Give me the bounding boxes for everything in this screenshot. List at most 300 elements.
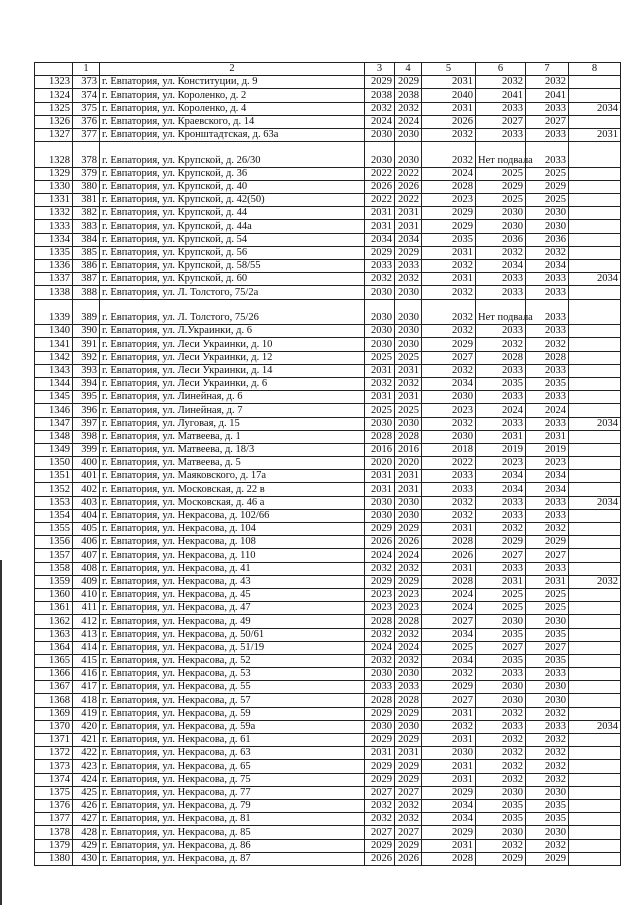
item-number-cell: 429 [73,839,100,852]
col4-cell: 2023 [395,602,422,615]
item-number-cell: 399 [73,443,100,456]
item-number-cell: 425 [73,786,100,799]
table-row [35,786,621,799]
row-number-cell: 1372 [35,747,73,760]
row-number-cell: 1369 [35,707,73,720]
col3-cell: 2031 [365,220,395,233]
table-row [35,299,621,325]
col4-cell: 2033 [395,681,422,694]
col7-cell: 2032 [526,707,569,720]
col7-cell: 2032 [526,773,569,786]
col7-cell: 2032 [526,760,569,773]
col8-cell [569,654,621,667]
col4-cell: 2024 [395,115,422,128]
col5-cell: 2024 [422,602,476,615]
address-cell: г. Евпатория, ул. Л. Толстого, 75/2а [100,286,365,299]
col4-cell: 2030 [395,286,422,299]
col4-cell: 2025 [395,404,422,417]
address-cell: г. Евпатория, ул. Некрасова, д. 63 [100,747,365,760]
row-number-cell: 1357 [35,549,73,562]
row-number-cell: 1370 [35,720,73,733]
col7-cell: 2029 [526,852,569,865]
col3-cell: 2030 [365,668,395,681]
col5-cell: 2031 [422,523,476,536]
header-cell: 5 [422,63,476,76]
col6-cell: 2035 [476,628,526,641]
table-row [35,76,621,89]
address-cell: г. Евпатория, ул. Л. Толстого, 75/26 [100,299,365,325]
col8-cell [569,115,621,128]
col7-cell: 2036 [526,233,569,246]
item-number-cell: 389 [73,299,100,325]
item-number-cell: 419 [73,707,100,720]
table-row [35,549,621,562]
header-cell: 8 [569,63,621,76]
address-cell: г. Евпатория, ул. Л.Украинки, д. 6 [100,325,365,338]
col8-cell [569,799,621,812]
col5-cell: 2025 [422,641,476,654]
col3-cell: 2030 [365,299,395,325]
col5-cell: 2031 [422,707,476,720]
col6-cell: 2030 [476,615,526,628]
col5-cell: 2031 [422,246,476,259]
col6-cell: 2030 [476,681,526,694]
col6-cell: 2032 [476,839,526,852]
item-number-cell: 424 [73,773,100,786]
col4-cell: 2030 [395,142,422,168]
col8-cell [569,233,621,246]
col4-cell: 2032 [395,273,422,286]
col7-cell: 2033 [526,142,569,168]
col3-cell: 2030 [365,496,395,509]
col6-cell: 2033 [476,128,526,141]
col4-cell: 2029 [395,523,422,536]
col3-cell: 2026 [365,852,395,865]
col6-cell: 2030 [476,826,526,839]
col8-cell [569,430,621,443]
row-number-cell: 1326 [35,115,73,128]
address-cell: г. Евпатория, ул. Маяковского, д. 17а [100,470,365,483]
col5-cell: 2031 [422,760,476,773]
col4-cell: 2029 [395,246,422,259]
col8-cell [569,325,621,338]
col6-cell: 2041 [476,89,526,102]
table-row [35,575,621,588]
table-row [35,351,621,364]
col5-cell: 2032 [422,720,476,733]
col4-cell: 2030 [395,496,422,509]
col5-cell: 2024 [422,588,476,601]
col8-cell [569,299,621,325]
col5-cell: 2035 [422,233,476,246]
col8-cell [569,89,621,102]
col3-cell: 2029 [365,575,395,588]
col5-cell: 2028 [422,852,476,865]
col8-cell [569,457,621,470]
table-row [35,180,621,193]
col3-cell: 2027 [365,786,395,799]
col8-cell [569,813,621,826]
item-number-cell: 423 [73,760,100,773]
col4-cell: 2031 [395,220,422,233]
col4-cell: 2030 [395,509,422,522]
col7-cell: 2035 [526,628,569,641]
col3-cell: 2023 [365,602,395,615]
col7-cell: 2034 [526,483,569,496]
row-number-cell: 1360 [35,588,73,601]
row-number-cell: 1373 [35,760,73,773]
col8-cell [569,628,621,641]
table-row [35,694,621,707]
table-row [35,641,621,654]
row-number-cell: 1354 [35,509,73,522]
col3-cell: 2029 [365,707,395,720]
col6-cell: 2035 [476,799,526,812]
col3-cell: 2032 [365,377,395,390]
table-row [35,246,621,259]
col7-cell: 2033 [526,325,569,338]
item-number-cell: 378 [73,142,100,168]
address-cell: г. Евпатория, ул. Некрасова, д. 102/66 [100,509,365,522]
col6-cell: 2032 [476,338,526,351]
table-row [35,523,621,536]
item-number-cell: 418 [73,694,100,707]
col8-cell [569,641,621,654]
col7-cell: 2033 [526,273,569,286]
col5-cell: 2029 [422,207,476,220]
item-number-cell: 415 [73,654,100,667]
col5-cell: 2022 [422,457,476,470]
col3-cell: 2038 [365,89,395,102]
item-number-cell: 376 [73,115,100,128]
item-number-cell: 385 [73,246,100,259]
col4-cell: 2022 [395,194,422,207]
col6-cell: 2031 [476,575,526,588]
col6-cell: 2033 [476,720,526,733]
address-cell: г. Евпатория, ул. Матвеева, д. 1 [100,430,365,443]
col3-cell: 2030 [365,325,395,338]
table-row [35,681,621,694]
table-row [35,628,621,641]
col8-cell [569,747,621,760]
col4-cell: 2029 [395,575,422,588]
row-number-cell: 1352 [35,483,73,496]
address-cell: г. Евпатория, ул. Короленко, д. 4 [100,102,365,115]
table-row [35,536,621,549]
col3-cell: 2029 [365,76,395,89]
col3-cell: 2030 [365,286,395,299]
item-number-cell: 394 [73,377,100,390]
col3-cell: 2031 [365,470,395,483]
col4-cell: 2031 [395,207,422,220]
col7-cell: 2033 [526,128,569,141]
col4-cell: 2020 [395,457,422,470]
col4-cell: 2022 [395,167,422,180]
table-row [35,760,621,773]
col7-cell: 2032 [526,338,569,351]
item-number-cell: 430 [73,852,100,865]
col5-cell: 2032 [422,142,476,168]
col8-cell: 2034 [569,720,621,733]
col3-cell: 2032 [365,102,395,115]
col6-cell: 2033 [476,286,526,299]
col7-cell: 2035 [526,799,569,812]
item-number-cell: 407 [73,549,100,562]
row-number-cell: 1346 [35,404,73,417]
row-number-cell: 1353 [35,496,73,509]
col5-cell: 2029 [422,220,476,233]
row-number-cell: 1363 [35,628,73,641]
col4-cell: 2029 [395,76,422,89]
item-number-cell: 391 [73,338,100,351]
col5-cell: 2031 [422,102,476,115]
col7-cell: 2033 [526,720,569,733]
col6-cell: 2033 [476,391,526,404]
table-row [35,404,621,417]
col8-cell [569,338,621,351]
address-cell: г. Евпатория, ул. Некрасова, д. 59 [100,707,365,720]
col5-cell: 2032 [422,509,476,522]
table-row [35,207,621,220]
col6-cell: 2036 [476,233,526,246]
col5-cell: 2033 [422,470,476,483]
col3-cell: 2032 [365,654,395,667]
col5-cell: 2034 [422,799,476,812]
col6-cell: 2027 [476,115,526,128]
col6-cell: 2019 [476,443,526,456]
address-cell: г. Евпатория, ул. Некрасова, д. 59а [100,720,365,733]
table-row [35,194,621,207]
item-number-cell: 374 [73,89,100,102]
item-number-cell: 422 [73,747,100,760]
address-cell: г. Евпатория, ул. Краевского, д. 14 [100,115,365,128]
col8-cell [569,734,621,747]
col7-cell: 2034 [526,260,569,273]
col5-cell: 2033 [422,483,476,496]
col6-cell: 2033 [476,668,526,681]
table-row [35,813,621,826]
table-row [35,668,621,681]
col7-cell: 2029 [526,180,569,193]
item-number-cell: 402 [73,483,100,496]
col7-cell: 2033 [526,417,569,430]
col3-cell: 2031 [365,207,395,220]
col7-cell: 2033 [526,364,569,377]
item-number-cell: 426 [73,799,100,812]
col4-cell: 2029 [395,760,422,773]
item-number-cell: 388 [73,286,100,299]
col6-cell: Нет подвала [476,142,526,168]
item-number-cell: 421 [73,734,100,747]
row-number-cell: 1379 [35,839,73,852]
col3-cell: 2033 [365,681,395,694]
document-table [34,62,621,866]
address-cell: г. Евпатория, ул. Луговая, д. 15 [100,417,365,430]
col5-cell: 2032 [422,496,476,509]
col6-cell: 2024 [476,404,526,417]
col6-cell: 2033 [476,509,526,522]
col4-cell: 2028 [395,615,422,628]
col3-cell: 2032 [365,628,395,641]
item-number-cell: 414 [73,641,100,654]
row-number-cell: 1351 [35,470,73,483]
col8-cell [569,681,621,694]
col8-cell [569,786,621,799]
col7-cell: 2032 [526,839,569,852]
table-row [35,470,621,483]
col5-cell: 2031 [422,76,476,89]
col3-cell: 2023 [365,588,395,601]
col8-cell [569,707,621,720]
col3-cell: 2020 [365,457,395,470]
row-number-cell: 1349 [35,443,73,456]
row-number-cell: 1366 [35,668,73,681]
col4-cell: 2038 [395,89,422,102]
col3-cell: 2031 [365,391,395,404]
row-number-cell: 1329 [35,167,73,180]
table-row [35,233,621,246]
table-row [35,260,621,273]
table-row [35,377,621,390]
col7-cell: 2032 [526,734,569,747]
col7-cell: 2025 [526,602,569,615]
col3-cell: 2030 [365,338,395,351]
col6-cell: 2033 [476,496,526,509]
table-row [35,128,621,141]
col7-cell: 2033 [526,668,569,681]
item-number-cell: 383 [73,220,100,233]
address-cell: г. Евпатория, ул. Леси Украинки, д. 14 [100,364,365,377]
col8-cell [569,839,621,852]
col7-cell: 2033 [526,496,569,509]
table-row [35,430,621,443]
table-row [35,509,621,522]
col8-cell [569,142,621,168]
col7-cell: 2025 [526,194,569,207]
col7-cell: 2032 [526,76,569,89]
col8-cell [569,602,621,615]
col7-cell: 2025 [526,588,569,601]
col6-cell: 2029 [476,852,526,865]
col6-cell: 2032 [476,747,526,760]
item-number-cell: 390 [73,325,100,338]
col5-cell: 2034 [422,377,476,390]
col8-cell [569,562,621,575]
col8-cell [569,286,621,299]
row-number-cell: 1345 [35,391,73,404]
col6-cell: 2032 [476,734,526,747]
col6-cell: 2029 [476,536,526,549]
col4-cell: 2033 [395,260,422,273]
col4-cell: 2030 [395,299,422,325]
col3-cell: 2031 [365,364,395,377]
col6-cell: 2033 [476,102,526,115]
address-cell: г. Евпатория, ул. Некрасова, д. 86 [100,839,365,852]
row-number-cell: 1350 [35,457,73,470]
col7-cell: 2024 [526,404,569,417]
col6-cell: 2035 [476,377,526,390]
item-number-cell: 398 [73,430,100,443]
col7-cell: 2033 [526,562,569,575]
col8-cell [569,483,621,496]
col6-cell: 2030 [476,207,526,220]
address-cell: г. Евпатория, ул. Некрасова, д. 75 [100,773,365,786]
col6-cell: 2025 [476,602,526,615]
col4-cell: 2030 [395,417,422,430]
col4-cell: 2032 [395,102,422,115]
address-cell: г. Евпатория, ул. Леси Украинки, д. 6 [100,377,365,390]
header-row [35,63,621,76]
col4-cell: 2026 [395,852,422,865]
item-number-cell: 379 [73,167,100,180]
row-number-cell: 1362 [35,615,73,628]
col7-cell: 2032 [526,523,569,536]
table-row [35,102,621,115]
col8-cell [569,443,621,456]
col6-cell: 2032 [476,773,526,786]
col3-cell: 2030 [365,720,395,733]
col4-cell: 2028 [395,430,422,443]
col7-cell: 2030 [526,220,569,233]
col7-cell: 2030 [526,681,569,694]
col5-cell: 2030 [422,747,476,760]
col5-cell: 2032 [422,286,476,299]
table-row [35,273,621,286]
item-number-cell: 428 [73,826,100,839]
item-number-cell: 400 [73,457,100,470]
item-number-cell: 408 [73,562,100,575]
header-cell [35,63,73,76]
header-cell: 4 [395,63,422,76]
col8-cell [569,404,621,417]
col8-cell [569,760,621,773]
row-number-cell: 1380 [35,852,73,865]
col6-cell: 2032 [476,523,526,536]
item-number-cell: 410 [73,588,100,601]
col3-cell: 2022 [365,194,395,207]
col6-cell: 2032 [476,76,526,89]
item-number-cell: 373 [73,76,100,89]
col6-cell: 2023 [476,457,526,470]
address-cell: г. Евпатория, ул. Кронштадтская, д. 63а [100,128,365,141]
col4-cell: 2029 [395,839,422,852]
col5-cell: 2032 [422,325,476,338]
item-number-cell: 384 [73,233,100,246]
col5-cell: 2027 [422,694,476,707]
address-cell: г. Евпатория, ул. Крупской, д. 40 [100,180,365,193]
item-number-cell: 393 [73,364,100,377]
col4-cell: 2030 [395,325,422,338]
row-number-cell: 1335 [35,246,73,259]
row-number-cell: 1338 [35,286,73,299]
col6-cell: 2025 [476,167,526,180]
col7-cell: 2031 [526,575,569,588]
col7-cell: 2034 [526,470,569,483]
col3-cell: 2033 [365,260,395,273]
col4-cell: 2032 [395,628,422,641]
row-number-cell: 1342 [35,351,73,364]
address-cell: г. Евпатория, ул. Некрасова, д. 108 [100,536,365,549]
address-cell: г. Евпатория, ул. Матвеева, д. 18/3 [100,443,365,456]
table-row [35,839,621,852]
col8-cell [569,351,621,364]
table-body [35,63,621,866]
col5-cell: 2023 [422,194,476,207]
col3-cell: 2032 [365,813,395,826]
address-cell: г. Евпатория, ул. Линейная, д. 7 [100,404,365,417]
col8-cell [569,668,621,681]
address-cell: г. Евпатория, ул. Некрасова, д. 110 [100,549,365,562]
